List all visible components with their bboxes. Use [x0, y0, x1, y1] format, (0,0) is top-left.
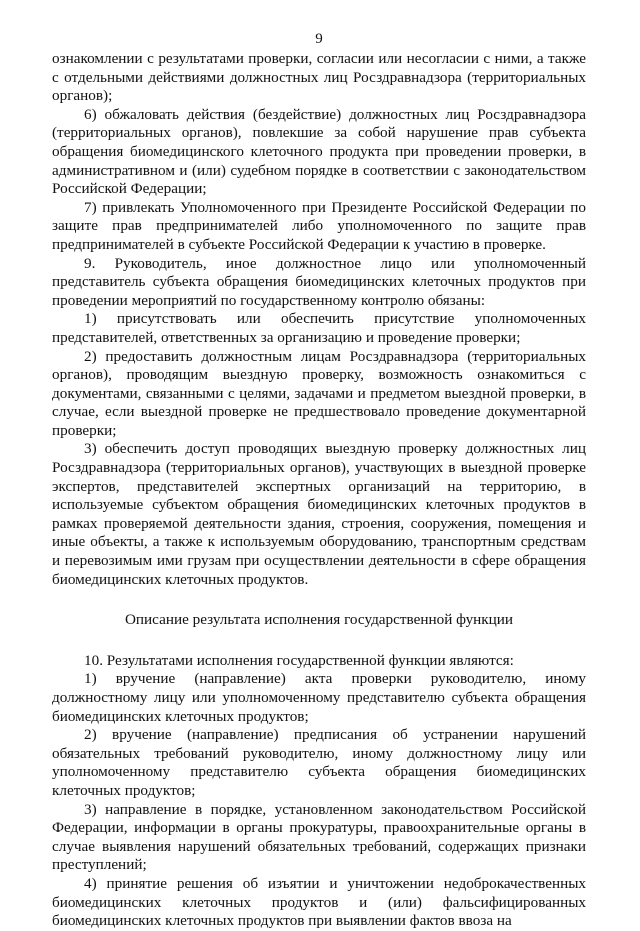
page-number: 9: [315, 31, 323, 47]
paragraph-result-3: 3) направление в порядке, установленном законодательством Российской Федерации, информации в органы прокуратуры, правоохранительные органы в случае выявления нарушений обязательных требований, содержащих признаки преступлений;: [52, 800, 586, 874]
paragraph-item-6: 6) обжаловать действия (бездействие) должностных лиц Росздравнадзора (территориальных органов), повлекшие за собой нарушение прав субъекта обращения биомедицинского клеточного продукта при проведении проверки, в административном и (или) судебном порядке в соответствии с законодательством Российской Федерации;: [52, 105, 586, 198]
paragraph-result-1: 1) вручение (направление) акта проверки руководителю, иному должностному лицу или уполномоченному представителю субъекта обращения биомедицинских клеточных продуктов;: [52, 670, 586, 725]
paragraph-result-2: 2) вручение (направление) предписания об устранении нарушений обязательных требований руководителю, иному должностному лицу или уполномоченному представителю субъекта обращения биомедицинских клеточных продуктов;: [52, 726, 586, 799]
paragraph-duty-3: 3) обеспечить доступ проводящих выездную проверку должностных лиц Росздравнадзора (территориальных органов), участвующих в выездной проверке экспертов, представителей экспертных организаций на территорию, в используемые субъектом обращения биомедицинских клеточных продуктов в рамках проверяемой деятельности здания, строения, сооружения, помещения и иные объекты, а также к используемым оборудованию, транспортным средствам и перевозимым ими грузам при осуществлении деятельности в сфере обращения биомедицинских клеточных продуктов.: [52, 440, 586, 588]
paragraph-continuation: ознакомлении с результатами проверки, согласии или несогласии с ними, а также с отдельными действиями должностных лиц Росздравнадзора (территориальных органов);: [52, 50, 586, 105]
paragraph-item-7: 7) привлекать Уполномоченного при Президенте Российской Федерации по защите прав предпринимателей либо уполномоченного по защите прав предпринимателей в субъекте Российской Федерации к участию в проверке.: [52, 198, 586, 253]
paragraph-duty-1: 1) присутствовать или обеспечить присутствие уполномоченных представителей, ответственных за организацию и проведение проверки;: [52, 310, 586, 346]
paragraph-result-4: 4) принятие решения об изъятии и уничтожении недоброкачественных биомедицинских клеточных продуктов и (или) фальсифицированных биомедицинских клеточных продуктов при выявлении фактов ввоза на: [52, 874, 586, 930]
paragraph-duty-2: 2) предоставить должностным лицам Росздравнадзора (территориальных органов), проводящим выездную проверку, возможность ознакомиться с документами, связанными с целями, задачами и предметом выездной проверки, в случае, если выездной проверке не предшествовало проведение документарной проверки;: [52, 347, 586, 439]
section-title: Описание результата исполнения государственной функции: [124, 611, 514, 629]
paragraph-clause-9: 9. Руководитель, иное должностное лицо или уполномоченный представитель субъекта обращения биомедицинских клеточных продуктов при проведении мероприятий по государственному контролю обязаны:: [52, 254, 586, 309]
paragraph-clause-10: 10. Результатами исполнения государственной функции являются:: [84, 651, 514, 669]
